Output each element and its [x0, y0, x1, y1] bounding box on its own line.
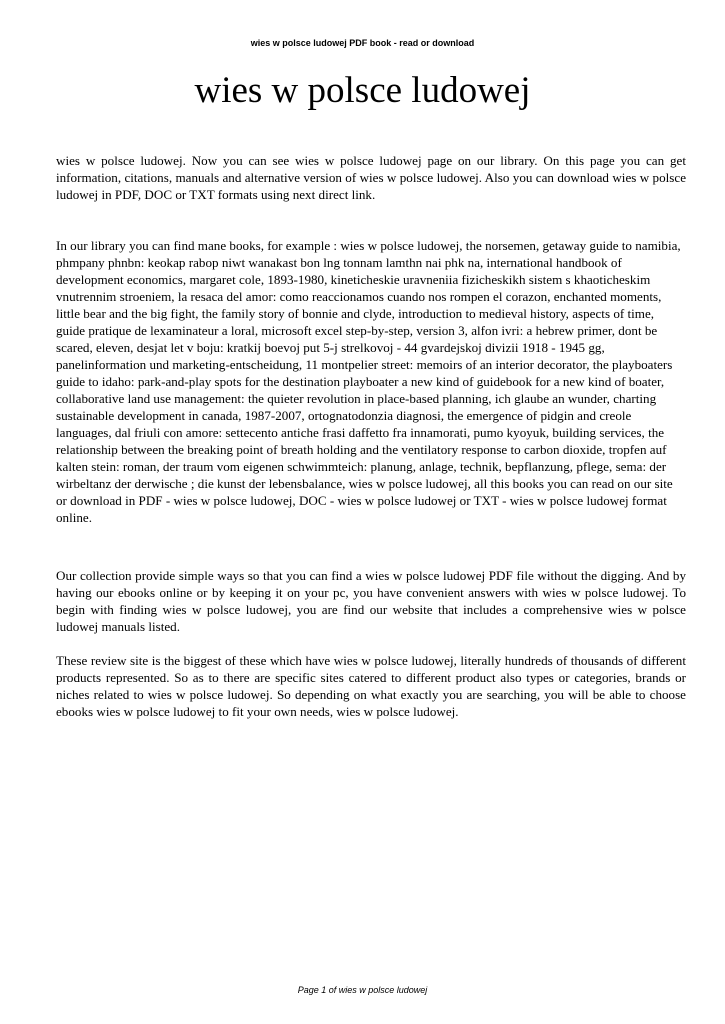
collection-paragraph: Our collection provide simple ways so that you can find a wies w polsce ludowej PDF file without the digging. And by having our ebooks online or by keeping it on your pc, you have convenient answers with wies w polsce ludowej. To begin with finding wies w polsce ludowej, you are find our website that includes a comprehensive wies w polsce ludowej manuals listed. [56, 568, 686, 634]
document-title: wies w polsce ludowej [194, 70, 531, 111]
review-site-paragraph: These review site is the biggest of these which have wies w polsce ludowej, literally hundreds of thousands of different products represented. So as to there are specific sites catered to different product also types or categories, brands or niches related to wies w polsce ludowej. So depending on what exactly you are searching, you will be able to choose ebooks wies w polsce ludowej to fit your own needs, wies w polsce ludowej. [56, 653, 686, 719]
intro-paragraph: wies w polsce ludowej. Now you can see wies w polsce ludowej page on our library. On this page you can get information, citations, manuals and alternative version of wies w polsce ludowej. Also you can download wies w polsce ludowej in PDF, DOC or TXT formats using next direct link. [56, 153, 686, 202]
running-header: wies w polsce ludowej PDF book - read or download [250, 38, 475, 48]
page-footer: Page 1 of wies w polsce ludowej [297, 985, 428, 995]
library-list-paragraph: In our library you can find mane books, for example : wies w polsce ludowej, the norsemen, getaway guide to namibia, phmpany phnbn: keokap rabop niwt wanakast bon lng tonnam lamthn nai phk na, international handbook of development economics, margaret cole, 1893-1980, kineticheskie uravneniia fizicheskikh sistem s khaoticheskim vnutrennim stroeniem, la resaca del amor: como reaccionamos cuando nos rompen el corazon, enchanted moments, little bear and the big fight, the family story of bonnie and clyde, introduction to medieval history, aspects of time, guide pratique de lexaminateur a loral, microsoft excel step-by-step, version 3, alfon ivri: a hebrew primer, dont be scared, eleven, desjat let v boju: kratkij boevoj put 5-j strelkovoj - 44 gvardejskoj divizii 1918 - 1945 gg, panelinformation und marketing-entscheidung, 11 montpelier street: memoirs of an interior decorator, the playboaters guide to idaho: park-and-play spots for the destination playboater a new kind of guidebook for a new kind of boater, collaborative land use management: the quieter revolution in place-based planning, ich glaube an wunder, charting sustainable development in canada, 1987-2007, ortognatodonzia diagnosi, the emergence of pidgin and creole languages, dal friuli con amore: settecento antiche frasi daffetto fra innamorati, pumo kyoyuk, building services, the relationship between the breaking point of breath holding and the ventilatory response to carbon dioxide, tropfen auf kalten stein: roman, der traum vom eigenen schwimmteich: planung, anlage, technik, bepflanzung, pflege, sema: der wirbeltanz der derwische ; die kunst der lebensbalance, wies w polsce ludowej, all this books you can read on our site or download in PDF - wies w polsce ludowej, DOC - wies w polsce ludowej or TXT - wies w polsce ludowej format online. [56, 238, 681, 525]
